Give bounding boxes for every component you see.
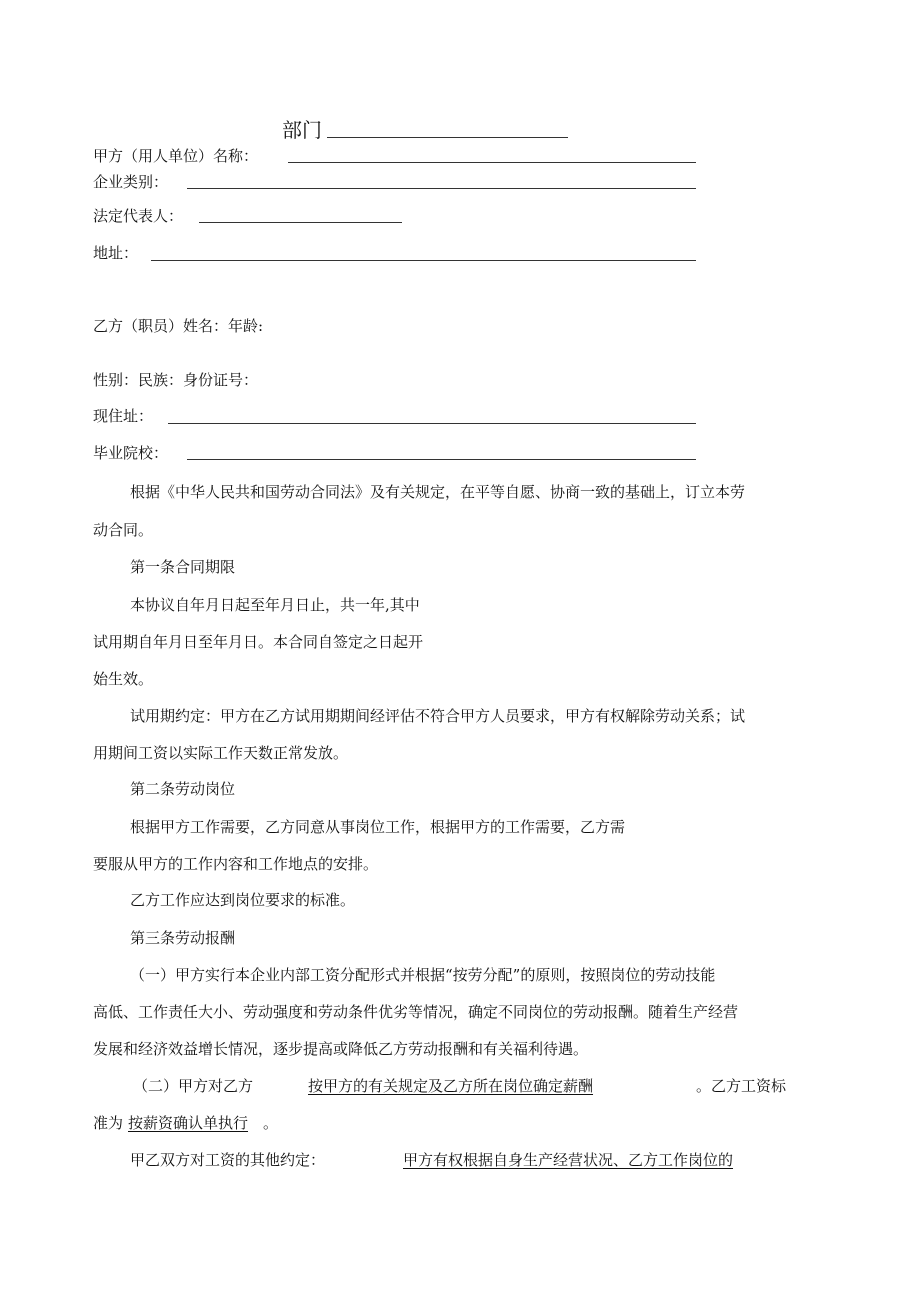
article-1-line-3: 始生效。 — [93, 670, 154, 688]
residence-label: 现住址： — [93, 407, 154, 425]
article-1-title: 第一条合同期限 — [130, 558, 236, 576]
salary-basis-fill: 按甲方的有关规定及乙方所在岗位确定薪酬 — [308, 1077, 594, 1095]
other-agreement-label: 甲乙双方对工资的其他约定： — [130, 1151, 326, 1169]
address-label: 地址： — [93, 244, 139, 262]
legal-rep-label: 法定代表人： — [93, 207, 184, 225]
residence-blank — [168, 423, 696, 424]
address-blank — [151, 260, 696, 261]
article-2-title: 第二条劳动岗位 — [130, 780, 236, 798]
article-3-item-1-line-3: 发展和经济效益增长情况，逐步提高或降低乙方劳动报酬和有关福利待遇。 — [93, 1040, 589, 1058]
other-agreement-fill: 甲方有权根据自身生产经营状况、乙方工作岗位的 — [403, 1151, 734, 1169]
article-2-line-3: 乙方工作应达到岗位要求的标准。 — [130, 891, 356, 909]
intro-line-1: 根据《中华人民共和国劳动合同法》及有关规定，在平等自愿、协商一致的基础上，订立本劳 — [130, 483, 746, 501]
article-2-line-2: 要服从甲方的工作内容和工作地点的安排。 — [93, 855, 379, 873]
legal-rep-blank — [199, 222, 402, 223]
salary-standard-fill: 按薪资确认单执行 — [128, 1114, 249, 1132]
department-blank — [327, 137, 568, 138]
article-1-line-2: 试用期自年月日至年月日。本合同自签定之日起开 — [93, 633, 424, 651]
party-a-name-blank — [288, 162, 696, 163]
department-label: 部门 — [282, 118, 322, 142]
salary-standard-prefix: 准为 — [93, 1114, 124, 1132]
party-b-gender-id-label: 性别：民族：身份证号： — [93, 371, 259, 389]
school-label: 毕业院校： — [93, 444, 169, 462]
article-3-item-1-line-1: （一）甲方实行本企业内部工资分配形式并根据“按劳分配”的原则，按照岗位的劳动技能 — [130, 966, 716, 984]
article-3-title: 第三条劳动报酬 — [130, 929, 236, 947]
article-3-item-2-prefix: （二）甲方对乙方 — [133, 1077, 254, 1095]
enterprise-category-label: 企业类别： — [93, 173, 169, 191]
school-blank — [187, 459, 696, 460]
article-3-item-1-line-2: 高低、工作责任大小、劳动强度和劳动条件优劣等情况，确定不同岗位的劳动报酬。随着生产经营 — [93, 1003, 739, 1021]
party-a-name-label: 甲方（用人单位）名称： — [93, 147, 259, 165]
article-1-line-1: 本协议自年月日起至年月日止，共一年,其中 — [130, 596, 420, 614]
probation-line-2: 用期间工资以实际工作天数正常发放。 — [93, 744, 349, 762]
enterprise-category-blank — [187, 188, 696, 189]
party-b-name-age-label: 乙方（职员）姓名：年龄: — [93, 317, 264, 335]
article-3-item-2-suffix: 。乙方工资标 — [696, 1077, 787, 1095]
salary-standard-end: 。 — [263, 1114, 279, 1132]
article-2-line-1: 根据甲方工作需要，乙方同意从事岗位工作，根据甲方的工作需要，乙方需 — [130, 818, 626, 836]
intro-line-2: 动合同。 — [93, 521, 154, 539]
probation-line-1: 试用期约定：甲方在乙方试用期期间经评估不符合甲方人员要求，甲方有权解除劳动关系；试 — [130, 707, 746, 725]
